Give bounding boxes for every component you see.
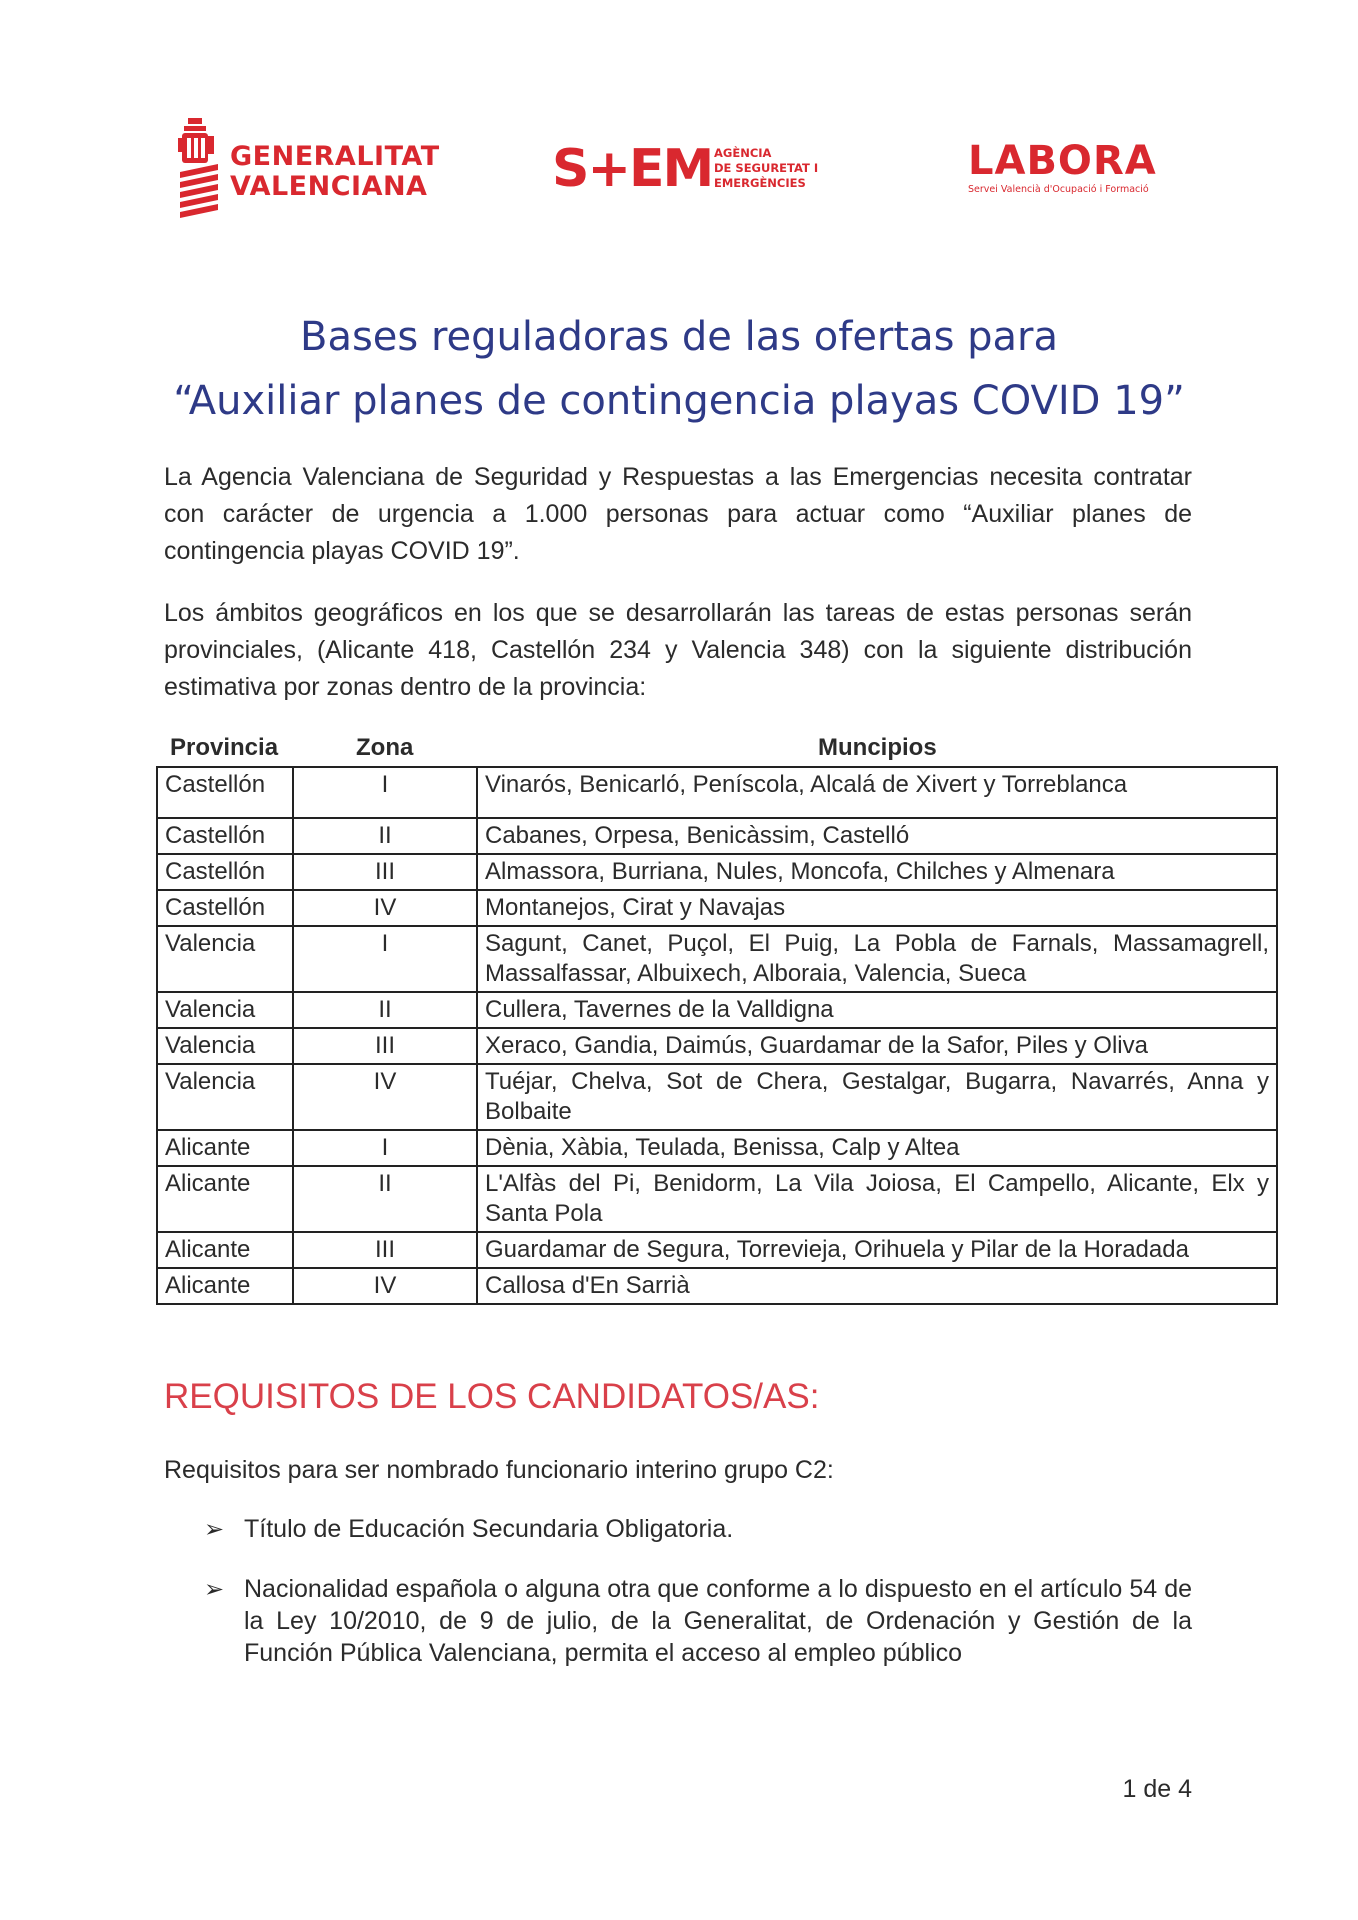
cell-provincia: Alicante <box>157 1166 293 1232</box>
logo-header <box>0 112 1358 222</box>
cell-zona: I <box>293 1130 477 1166</box>
cell-zona: IV <box>293 890 477 926</box>
table-row <box>157 1232 1277 1268</box>
header-zona: Zona <box>356 734 414 761</box>
page-number: 1 de 4 <box>1122 1775 1192 1803</box>
geographic-paragraph: Los ámbitos geográficos en los que se desarrollarán las tareas de estas personas serán provinciales, (Alicante 418, Castellón 234 y Valencia 348) con la siguiente distribución estimativa por zonas dentro de la provincia: <box>164 599 1192 701</box>
cell-municipios: Sagunt, Canet, Puçol, El Puig, La Pobla de Farnals, Massamagrell, Massalfassar, Albuixech, Alboraia, Valencia, Sueca <box>477 926 1277 992</box>
cell-municipios: Guardamar de Segura, Torrevieja, Orihuela y Pilar de la Horadada <box>477 1232 1277 1268</box>
table-row <box>157 1028 1277 1064</box>
gva-emblem-icon <box>178 116 222 220</box>
title-line2: “Auxiliar planes de contingencia playas COVID 19” <box>173 378 1185 424</box>
cell-municipios: Almassora, Burriana, Nules, Moncofa, Chilches y Almenara <box>477 854 1277 890</box>
cell-zona: III <box>293 1028 477 1064</box>
cell-zona: III <box>293 854 477 890</box>
cell-municipios: L'Alfàs del Pi, Benidorm, La Vila Joiosa, El Campello, Alicante, Elx y Santa Pola <box>477 1166 1277 1232</box>
title-line1: Bases reguladoras de las ofertas para <box>300 314 1058 360</box>
generalitat-valenciana-logo <box>178 116 440 222</box>
cell-zona: II <box>293 1166 477 1232</box>
cell-provincia: Alicante <box>157 1232 293 1268</box>
cell-provincia: Valencia <box>157 992 293 1028</box>
table-row <box>157 890 1277 926</box>
sem-sub-line2: DE SEGURETAT I <box>714 161 819 175</box>
cell-provincia: Valencia <box>157 1064 293 1130</box>
cell-municipios: Xeraco, Gandia, Daimús, Guardamar de la Safor, Piles y Oliva <box>477 1028 1277 1064</box>
table-row <box>157 767 1277 818</box>
table-row <box>157 1166 1277 1232</box>
table-header <box>156 732 1278 764</box>
cell-zona: IV <box>293 1268 477 1304</box>
requisito-item <box>204 1573 1192 1669</box>
table-row <box>157 992 1277 1028</box>
zones-table <box>156 766 1278 1305</box>
requisito-text: Nacionalidad española o alguna otra que conforme a lo dispuesto en el artículo 54 de la Ley 10/2010, de 9 de julio, de la Generalitat, de Ordenación y Gestión de la Función Pública Valenciana, permita el acceso al empleo público <box>244 1575 1192 1667</box>
table-row <box>157 1130 1277 1166</box>
cell-zona: III <box>293 1232 477 1268</box>
cell-provincia: Alicante <box>157 1268 293 1304</box>
cell-municipios: Montanejos, Cirat y Navajas <box>477 890 1277 926</box>
table-row <box>157 854 1277 890</box>
cell-provincia: Valencia <box>157 1028 293 1064</box>
cell-zona: I <box>293 767 477 818</box>
cell-provincia: Valencia <box>157 926 293 992</box>
gva-line2: VALENCIANA <box>230 171 428 202</box>
labora-mark: LABORA <box>968 138 1157 184</box>
sem-mark: S+EM <box>552 139 713 199</box>
intro-paragraph: La Agencia Valenciana de Seguridad y Respuestas a las Emergencias necesita contratar con carácter de urgencia a 1.000 personas para actuar como “Auxiliar planes de contingencia playas COVID 19”. <box>164 463 1192 565</box>
cell-provincia: Alicante <box>157 1130 293 1166</box>
arrow-bullet-icon: ➢ <box>204 1515 225 1543</box>
sem-sub-line3: EMERGÈNCIES <box>714 176 806 190</box>
cell-municipios: Callosa d'En Sarrià <box>477 1268 1277 1304</box>
cell-municipios: Dènia, Xàbia, Teulada, Benissa, Calp y Altea <box>477 1130 1277 1166</box>
gva-wordmark <box>230 142 440 202</box>
requisito-text: Título de Educación Secundaria Obligatoria. <box>244 1515 734 1543</box>
sem-sub-line1: AGÈNCIA <box>714 146 772 160</box>
cell-zona: II <box>293 818 477 854</box>
table-row <box>157 1268 1277 1304</box>
table-row <box>157 818 1277 854</box>
zones-table-body <box>157 767 1277 1304</box>
header-municipios: Muncipios <box>818 734 937 761</box>
labora-logo <box>968 140 1168 200</box>
table-row <box>157 1064 1277 1130</box>
cell-provincia: Castellón <box>157 818 293 854</box>
sem-logo <box>552 140 822 200</box>
requisitos-intro: Requisitos para ser nombrado funcionario interino grupo C2: <box>164 1456 834 1484</box>
sem-subtitle <box>714 146 818 191</box>
requisitos-heading: REQUISITOS DE LOS CANDIDATOS/AS: <box>164 1377 820 1416</box>
gva-line1: GENERALITAT <box>230 141 440 172</box>
document-title <box>0 305 1358 433</box>
cell-provincia: Castellón <box>157 890 293 926</box>
cell-municipios: Cabanes, Orpesa, Benicàssim, Castelló <box>477 818 1277 854</box>
cell-zona: II <box>293 992 477 1028</box>
header-provincia: Provincia <box>170 734 279 761</box>
cell-municipios: Tuéjar, Chelva, Sot de Chera, Gestalgar, Bugarra, Navarrés, Anna y Bolbaite <box>477 1064 1277 1130</box>
table-row <box>157 926 1277 992</box>
cell-provincia: Castellón <box>157 854 293 890</box>
cell-zona: I <box>293 926 477 992</box>
cell-zona: IV <box>293 1064 477 1130</box>
requisito-item <box>204 1513 1192 1545</box>
cell-provincia: Castellón <box>157 767 293 818</box>
cell-municipios: Vinarós, Benicarló, Peníscola, Alcalá de Xivert y Torreblanca <box>477 767 1277 818</box>
labora-subtitle: Servei Valencià d'Ocupació i Formació <box>968 184 1149 195</box>
arrow-bullet-icon: ➢ <box>204 1575 225 1603</box>
cell-municipios: Cullera, Tavernes de la Valldigna <box>477 992 1277 1028</box>
